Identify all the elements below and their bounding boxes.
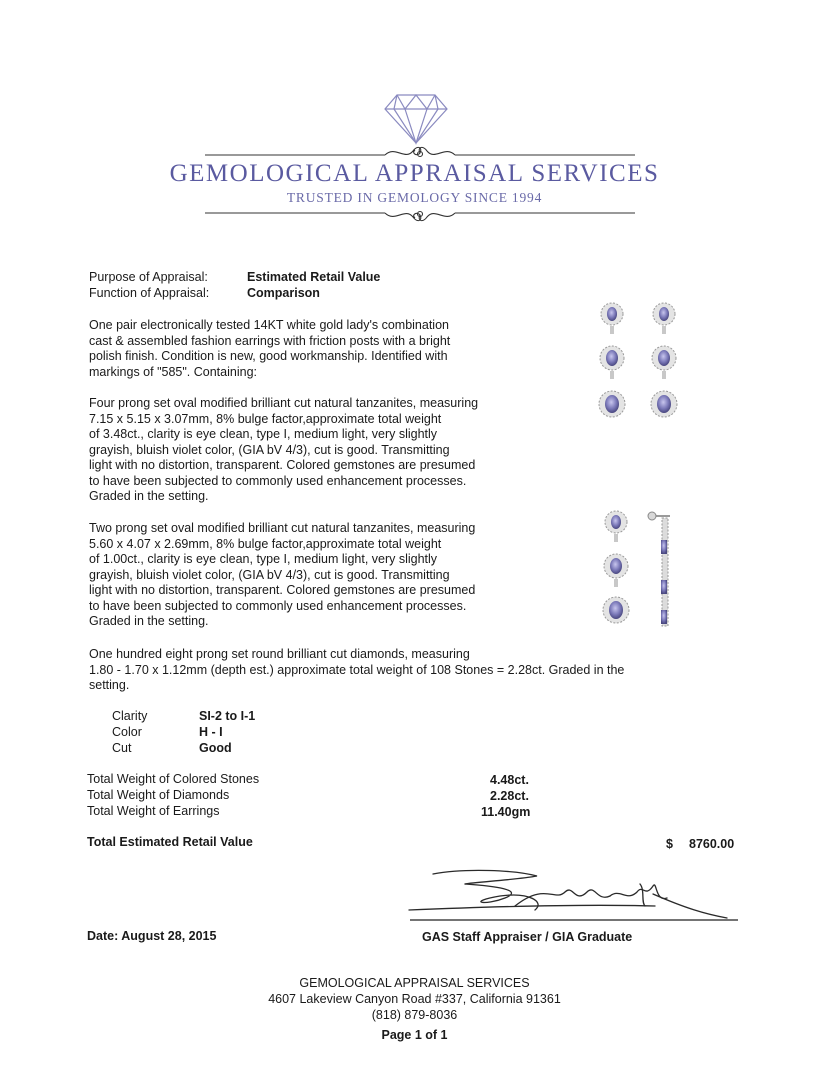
diamond-description: One hundred eight prong set round brilliant cut diamonds, measuring 1.80 - 1.70 x 1.12mm (depth est.) approximate total weight of 108 Stones = 2.28ct. Graded in the setting. xyxy=(89,647,625,692)
stone-group-2: Two prong set oval modified brilliant cut natural tanzanites, measuring 5.60 x 4.07 x 2.69mm, 8% bulge factor,approximate total weight of 1.00ct., clarity is eye clean, type I, medium light, very slightly grayish, bluish violet color, (GIA bV 4/3), cut is good. Transmitting light with no distortion, transparent. Colored gemstones are presumed to have been subjected to commonly used enhancement processes. Graded in the setting. xyxy=(89,521,476,628)
function-label: Function of Appraisal: xyxy=(89,286,210,300)
footer-phone: (818) 879-8036 xyxy=(371,1008,458,1022)
function-value: Comparison xyxy=(247,286,320,300)
total-value-amount: 8760.00 xyxy=(689,837,735,851)
total-label-earrings: Total Weight of Earrings xyxy=(87,804,220,818)
total-label-diamonds: Total Weight of Diamonds xyxy=(87,788,230,802)
earrings-photo xyxy=(592,500,692,632)
grade-label-color: Color xyxy=(112,725,142,739)
grade-label-clarity: Clarity xyxy=(112,709,148,723)
item-description: One pair electronically tested 14KT white gold lady's combination cast & assembled fashion earrings with friction posts with a bright polish finish. Condition is new, good workmanship. Identified with markings of "585". Containing: xyxy=(89,318,451,379)
grade-label-cut: Cut xyxy=(112,741,132,755)
footer-address: 4607 Lakeview Canyon Road #337, California 91361 xyxy=(268,992,561,1006)
total-value-label: Total Estimated Retail Value xyxy=(87,835,253,849)
currency-symbol: $ xyxy=(666,837,673,851)
signature-image xyxy=(405,862,740,924)
signature-caption: GAS Staff Appraiser / GIA Graduate xyxy=(422,930,633,944)
grade-value-color: H - I xyxy=(199,725,223,739)
total-value-earrings: 11.40gm xyxy=(481,805,531,819)
diamond-logo-icon xyxy=(383,93,449,145)
footer-company: GEMOLOGICAL APPRAISAL SERVICES xyxy=(299,976,530,990)
company-name: GEMOLOGICAL APPRAISAL SERVICES xyxy=(169,160,660,187)
purpose-label: Purpose of Appraisal: xyxy=(89,270,208,284)
total-label-colored: Total Weight of Colored Stones xyxy=(87,772,260,786)
scroll-ornament-icon xyxy=(205,205,635,225)
grade-value-cut: Good xyxy=(199,741,232,755)
footer-page: Page 1 of 1 xyxy=(381,1028,448,1042)
earrings-photo xyxy=(592,300,692,430)
purpose-value: Estimated Retail Value xyxy=(247,270,381,284)
appraisal-date: Date: August 28, 2015 xyxy=(87,929,217,943)
stone-group-1: Four prong set oval modified brilliant cut natural tanzanites, measuring 7.15 x 5.15 x 3.07mm, 8% bulge factor,approximate total weight of 3.48ct., clarity is eye clean, type I, medium light, very slightly grayish, bluish violet color, (GIA bV 4/3), cut is good. Transmitting light with no distortion, transparent. Colored gemstones are presumed to have been subjected to commonly used enhancement processes. Graded in the setting. xyxy=(89,396,479,503)
company-tagline: TRUSTED IN GEMOLOGY SINCE 1994 xyxy=(286,190,543,205)
total-value-diamonds: 2.28ct. xyxy=(490,789,529,803)
grade-value-clarity: SI-2 to I-1 xyxy=(199,709,256,723)
total-value-colored: 4.48ct. xyxy=(490,773,529,787)
